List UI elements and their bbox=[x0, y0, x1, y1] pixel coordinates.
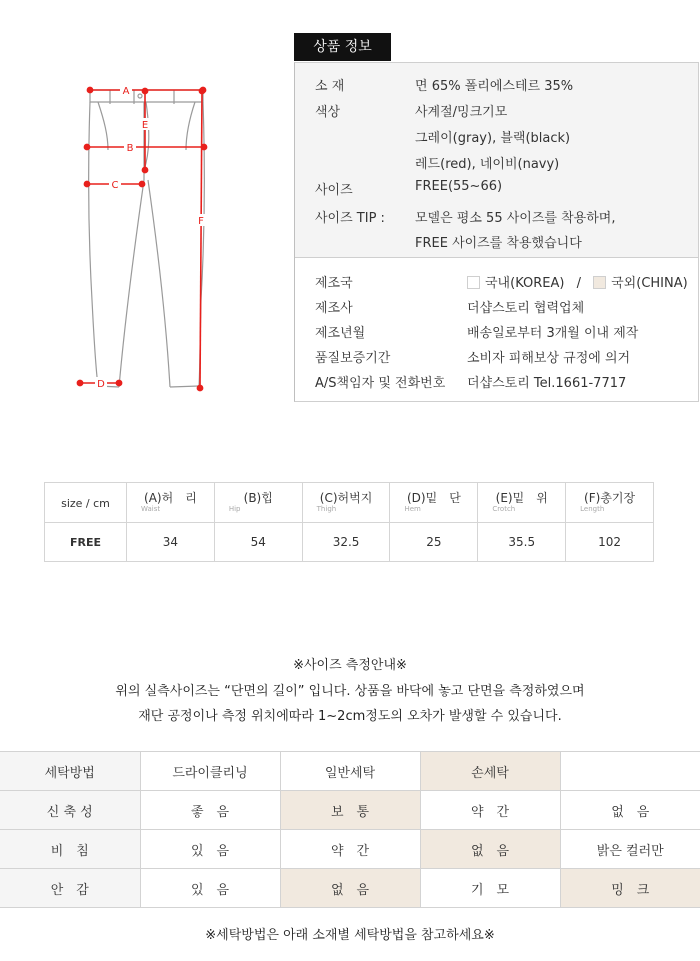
size-row-label: FREE bbox=[45, 523, 127, 562]
care-row-lining bbox=[0, 869, 700, 908]
care-row-wash bbox=[0, 752, 700, 791]
as-contact-value: 더샵스토리 Tel.1661-7717 bbox=[467, 376, 627, 391]
care-cell: 좋 음 bbox=[140, 791, 280, 830]
origin-separator: / bbox=[576, 276, 581, 291]
care-cell: 일반세탁 bbox=[280, 752, 420, 791]
care-row-sheer bbox=[0, 830, 700, 869]
size-col-thigh: (C)허벅지 Thigh bbox=[302, 483, 390, 523]
label-a: A bbox=[122, 86, 130, 97]
care-cell: 약 간 bbox=[280, 830, 420, 869]
origin-china-text: 국외(CHINA) bbox=[611, 276, 688, 291]
care-cell-label: 세탁방법 bbox=[0, 752, 140, 791]
product-info-title: 상품 정보 bbox=[294, 33, 391, 61]
pants-outline bbox=[89, 90, 205, 387]
size-value-thigh: 32.5 bbox=[302, 523, 390, 562]
material-label: 소 재 bbox=[315, 79, 345, 94]
color-line-1: 사계절/밍크기모 bbox=[415, 105, 508, 120]
care-cell-label: 비 침 bbox=[0, 830, 140, 869]
product-info-box bbox=[294, 62, 699, 402]
size-table-row-free bbox=[45, 523, 654, 562]
origin-korea-checkbox bbox=[467, 276, 480, 289]
maker-label: 제조사 bbox=[315, 301, 353, 316]
size-value-length: 102 bbox=[566, 523, 654, 562]
color-label: 색상 bbox=[315, 105, 341, 120]
size-table bbox=[44, 482, 654, 562]
care-footer-note: ※세탁방법은 아래 소재별 세탁방법을 참고하세요※ bbox=[205, 928, 495, 943]
size-value-hem: 25 bbox=[390, 523, 478, 562]
care-cell-label: 신 축 성 bbox=[0, 791, 140, 830]
label-c: C bbox=[111, 180, 119, 191]
size-col-crotch: (E)밑 위 Crotch bbox=[478, 483, 566, 523]
info-upper-panel bbox=[295, 63, 698, 257]
care-cell-selected: 없 음 bbox=[280, 869, 420, 908]
color-line-2: 그레이(gray), 블랙(black) bbox=[415, 131, 571, 146]
care-cell-selected: 없 음 bbox=[420, 830, 560, 869]
size-col-hem: (D)밑 단 Hem bbox=[390, 483, 478, 523]
size-notice-line-1: 위의 실측사이즈는 “단면의 길이” 입니다. 상품을 바닥에 놓고 단면을 측정하였으며 bbox=[115, 684, 585, 699]
size-col-waist: (A)허 리 Waist bbox=[127, 483, 215, 523]
origin-label: 제조국 bbox=[315, 276, 353, 291]
origin-korea-text: 국내(KOREA) bbox=[485, 276, 565, 291]
size-tip-line-2: FREE 사이즈를 착용했습니다 bbox=[415, 236, 582, 251]
pants-measurement-diagram bbox=[70, 80, 220, 400]
label-f: F bbox=[198, 216, 204, 227]
care-cell: 드라이클리닝 bbox=[140, 752, 280, 791]
care-row-stretch bbox=[0, 791, 700, 830]
manufacture-date-label: 제조년월 bbox=[315, 326, 366, 341]
size-value-hip: 54 bbox=[214, 523, 302, 562]
care-cell: 약 간 bbox=[420, 791, 560, 830]
care-cell: 있 음 bbox=[140, 869, 280, 908]
size-col-hip: (B)힙 Hip bbox=[214, 483, 302, 523]
label-d: D bbox=[97, 379, 105, 390]
size-tip-line-1: 모델은 평소 55 사이즈를 착용하며, bbox=[415, 211, 616, 226]
care-cell: 있 음 bbox=[140, 830, 280, 869]
care-cell: 밝은 컬러만 bbox=[560, 830, 700, 869]
warranty-value: 소비자 피해보상 규정에 의거 bbox=[467, 351, 631, 366]
as-contact-label: A/S책임자 및 전화번호 bbox=[315, 376, 446, 391]
manufacture-date-value: 배송일로부터 3개월 이내 제작 bbox=[467, 326, 639, 341]
care-cell-selected: 보 통 bbox=[280, 791, 420, 830]
care-cell-selected: 밍 크 bbox=[560, 869, 700, 908]
origin-china-checkbox bbox=[593, 276, 606, 289]
warranty-label: 품질보증기간 bbox=[315, 351, 391, 366]
info-lower-panel bbox=[295, 257, 698, 402]
size-value: FREE(55~66) bbox=[415, 179, 503, 194]
maker-value: 더샵스토리 협력업체 bbox=[467, 301, 585, 316]
size-tip-label: 사이즈 TIP : bbox=[315, 211, 385, 226]
origin-value bbox=[467, 272, 688, 291]
care-cell-selected: 손세탁 bbox=[420, 752, 560, 791]
material-value: 면 65% 폴리에스테르 35% bbox=[415, 79, 574, 94]
size-notice-line-2: 재단 공정이나 측정 위치에따라 1~2cm정도의 오차가 발생할 수 있습니다. bbox=[138, 709, 562, 724]
care-cell: 기 모 bbox=[420, 869, 560, 908]
size-label: 사이즈 bbox=[315, 183, 353, 198]
care-cell-label: 안 감 bbox=[0, 869, 140, 908]
size-table-header-row bbox=[45, 483, 654, 523]
size-table-corner: size / cm bbox=[45, 483, 127, 523]
size-notice-title: ※사이즈 측정안내※ bbox=[293, 658, 407, 673]
label-e: E bbox=[141, 120, 149, 131]
color-line-3: 레드(red), 네이비(navy) bbox=[415, 157, 560, 172]
size-value-waist: 34 bbox=[127, 523, 215, 562]
size-value-crotch: 35.5 bbox=[478, 523, 566, 562]
size-col-length: (F)총기장 Length bbox=[566, 483, 654, 523]
care-cell bbox=[560, 752, 700, 791]
care-cell: 없 음 bbox=[560, 791, 700, 830]
care-table bbox=[0, 751, 700, 908]
label-b: B bbox=[126, 143, 134, 154]
